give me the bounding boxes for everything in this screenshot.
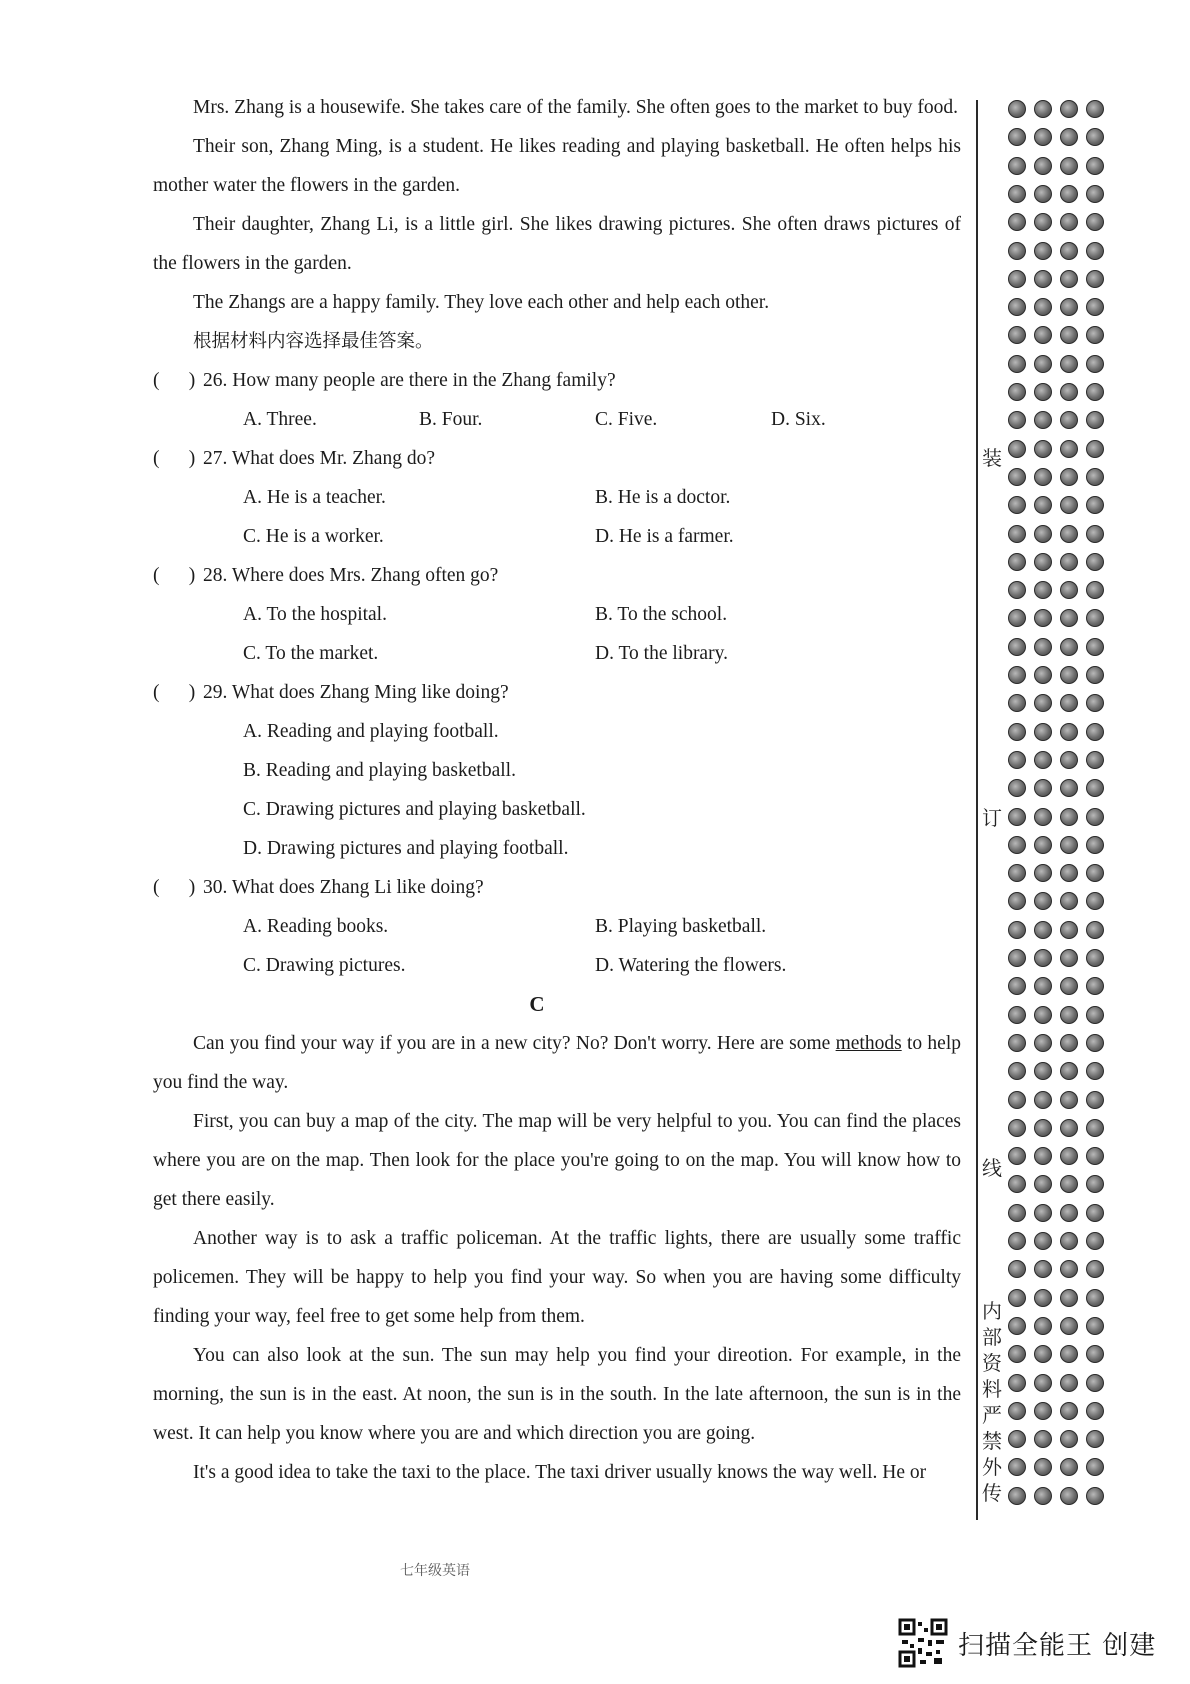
seal-dot [1086,242,1104,260]
seal-dot [1008,383,1026,401]
seal-dot [1008,355,1026,373]
seal-dot [1060,1260,1078,1278]
seal-dot [1060,185,1078,203]
option-a: A. Reading and playing football. [243,721,499,742]
seal-dot [1060,892,1078,910]
seal-dot [1008,1374,1026,1392]
seal-dot [1086,468,1104,486]
seal-dot [1086,270,1104,288]
seal-dot [1086,213,1104,231]
seal-dot [1034,779,1052,797]
seal-dot [1060,270,1078,288]
seal-dot [1008,128,1026,146]
seal-dot [1008,440,1026,458]
question-29 [153,673,961,868]
seal-dot [1086,808,1104,826]
seal-dot [1060,1458,1078,1476]
seal-dot [1008,638,1026,656]
option-b: B. To the school. [595,604,728,625]
seal-dot [1034,892,1052,910]
seal-dot [1060,157,1078,175]
seal-dot [1060,525,1078,543]
seal-dot [1086,1034,1104,1052]
seal-dot [1034,1374,1052,1392]
seal-dot [1034,242,1052,260]
seal-dot [1034,723,1052,741]
answer-blank[interactable]: ( ) [153,682,196,703]
seal-dot [1086,355,1104,373]
seal-dot [1086,1232,1104,1250]
seal-dot [1008,1034,1026,1052]
option-c: C. Five. [595,409,658,430]
seal-dot [1060,1402,1078,1420]
option-a: A. He is a teacher. [243,487,386,508]
seal-dot [1086,553,1104,571]
seal-dot [1060,581,1078,599]
seal-dot [1008,100,1026,118]
seal-dot [1008,751,1026,769]
seal-dot [1060,1204,1078,1222]
seal-dot [1060,638,1078,656]
seal-dot [1086,921,1104,939]
seal-dot [1008,1317,1026,1335]
seal-dot [1034,100,1052,118]
seal-dot [1034,468,1052,486]
seal-dot [1060,411,1078,429]
seal-dot [1034,1147,1052,1165]
seal-dot [1060,723,1078,741]
seal-dot [1034,949,1052,967]
seal-dot [1060,836,1078,854]
seal-dot [1008,836,1026,854]
seal-dot [1086,1006,1104,1024]
option-a: A. Three. [243,409,317,430]
seal-dot [1060,1317,1078,1335]
seal-dot [1008,1175,1026,1193]
seal-dot [1034,666,1052,684]
answer-blank[interactable]: ( ) [153,370,196,391]
seal-dot [1060,326,1078,344]
seal-dot [1008,326,1026,344]
seal-dot [1086,977,1104,995]
seal-dot [1034,326,1052,344]
seal-dot [1034,128,1052,146]
seal-dot [1086,157,1104,175]
page-footer: 七年级英语 [400,1563,470,1579]
seal-dot [1034,1204,1052,1222]
seal-dot [1086,1487,1104,1505]
seal-dot [1034,808,1052,826]
scanner-watermark [898,1618,1156,1668]
seal-dot [1008,270,1026,288]
seal-dot [1008,1232,1026,1250]
passage-paragraph: Can you find your way if you are in a new city? No? Don't worry. Here are some methods to help you find the way. [153,1033,961,1093]
seal-dot [1034,553,1052,571]
seal-dot [1008,581,1026,599]
seal-dot [1060,1289,1078,1307]
seal-dot [1086,1374,1104,1392]
seal-dot [1060,949,1078,967]
seal-dot [1086,1119,1104,1137]
question-27 [153,439,961,556]
seal-dot [1060,751,1078,769]
seal-dot [1086,1204,1104,1222]
seal-dot [1008,977,1026,995]
option-b: B. Reading and playing basketball. [243,760,516,781]
seal-dot [1060,128,1078,146]
seal-dot [1034,1232,1052,1250]
seal-dot [1086,1345,1104,1363]
seal-dot [1086,666,1104,684]
seal-dot [1086,496,1104,514]
seal-dot [1060,1062,1078,1080]
passage-paragraph: Another way is to ask a traffic policeman. At the traffic lights, there are usually some traffic policemen. They will be happy to help you find your way. So when you are having some difficulty finding your way, feel free to get some help from them. [153,1228,961,1327]
seal-dot [1060,355,1078,373]
seal-dot [1034,440,1052,458]
seal-dot [1034,751,1052,769]
seal-dot [1008,213,1026,231]
seal-dot [1008,1289,1026,1307]
option-a: A. Reading books. [243,916,389,937]
seal-dot [1060,666,1078,684]
seal-dot [1034,1317,1052,1335]
seal-dot [1008,1147,1026,1165]
seal-dot [1086,1289,1104,1307]
seal-dot [1060,1345,1078,1363]
seal-dot [1086,1430,1104,1448]
seal-dot [1034,581,1052,599]
seal-dot [1086,723,1104,741]
option-c: C. He is a worker. [243,526,384,547]
seal-dot [1008,921,1026,939]
seal-dot [1060,1119,1078,1137]
internal-material-notice: 内部资料 严禁外传 [982,1299,1002,1505]
seal-dot [1034,694,1052,712]
seal-dot [1034,921,1052,939]
seal-dot [1060,977,1078,995]
seal-dot [1086,1458,1104,1476]
seal-dot [1034,411,1052,429]
question-stem: 30. What does Zhang Li like doing? [203,877,484,898]
question-stem: 26. How many people are there in the Zhang family? [203,370,616,391]
seal-dot [1086,411,1104,429]
seal-dot [1034,864,1052,882]
seal-dot [1060,864,1078,882]
seal-dot [1008,1260,1026,1278]
seal-dot [1008,892,1026,910]
seal-dot [1008,666,1026,684]
seal-dot [1008,694,1026,712]
binding-line [976,100,978,1520]
seal-dot [1034,270,1052,288]
seal-dot [1060,1034,1078,1052]
question-stem: 28. Where does Mrs. Zhang often go? [203,565,499,586]
seal-dot [1060,779,1078,797]
option-d: D. He is a farmer. [595,526,734,547]
seal-dot [1060,1232,1078,1250]
seal-dot [1008,242,1026,260]
seal-dot [1086,836,1104,854]
option-d: D. Watering the flowers. [595,955,787,976]
seal-dot [1008,1487,1026,1505]
seal-dot [1008,723,1026,741]
seal-dot [1034,1091,1052,1109]
seal-dot [1034,496,1052,514]
seal-dot [1034,1458,1052,1476]
seal-dot [1086,609,1104,627]
main-content [153,88,961,1492]
answer-blank[interactable]: ( ) [153,448,196,469]
section-c-title: C [529,992,545,1016]
seal-dot [1008,1458,1026,1476]
seal-dot [1008,1402,1026,1420]
seal-dot [1034,1289,1052,1307]
passage-paragraph: First, you can buy a map of the city. The map will be very helpful to you. You can find the places where you are on the map. Then look for the place you're going to on the map. You will know how to get there easily. [153,1111,961,1210]
option-b: B. He is a doctor. [595,487,731,508]
passage-paragraph: The Zhangs are a happy family. They love each other and help each other. [193,292,770,313]
seal-dot [1086,1062,1104,1080]
seal-dot [1008,1062,1026,1080]
seal-dot [1034,157,1052,175]
seal-dot [1008,496,1026,514]
option-c: C. Drawing pictures and playing basketball. [243,799,586,820]
seal-dot [1034,1402,1052,1420]
question-28 [153,556,961,673]
seal-dot [1060,609,1078,627]
seal-dot [1086,326,1104,344]
seal-dot [1008,525,1026,543]
seal-dot [1086,1147,1104,1165]
passage-paragraph: Their daughter, Zhang Li, is a little girl. She likes drawing pictures. She often draws pictures of the flowers in the garden. [153,214,961,274]
question-stem: 27. What does Mr. Zhang do? [203,448,435,469]
seal-dot [1086,864,1104,882]
seal-dot [1008,1345,1026,1363]
seal-dot [1034,185,1052,203]
option-d: D. To the library. [595,643,728,664]
binding-label-xian: 线 [982,1156,1002,1180]
seal-dot [1086,1317,1104,1335]
option-c: C. To the market. [243,643,379,664]
seal-dot [1060,383,1078,401]
seal-dot [1034,1175,1052,1193]
seal-dot [1060,1430,1078,1448]
seal-dot [1034,383,1052,401]
seal-dot [1060,921,1078,939]
option-c: C. Drawing pictures. [243,955,406,976]
seal-dot [1008,1006,1026,1024]
seal-dot [1060,1487,1078,1505]
seal-dot [1060,440,1078,458]
qr-code-icon [898,1618,948,1668]
seal-dot [1086,185,1104,203]
question-stem: 29. What does Zhang Ming like doing? [203,682,509,703]
option-d: D. Drawing pictures and playing football. [243,838,569,859]
seal-dot [1034,1034,1052,1052]
passage-paragraph: Their son, Zhang Ming, is a student. He likes reading and playing basketball. He often helps his mother water the flowers in the garden. [153,136,961,196]
seal-dot [1008,1091,1026,1109]
seal-dot [1086,892,1104,910]
seal-dot [1060,553,1078,571]
seal-dot [1008,157,1026,175]
option-a: A. To the hospital. [243,604,387,625]
seal-dot [1060,1175,1078,1193]
seal-dot [1060,298,1078,316]
seal-dot [1008,1430,1026,1448]
seal-dot [1034,1430,1052,1448]
seal-dot [1060,1091,1078,1109]
seal-dot [1008,553,1026,571]
seal-dot [1060,100,1078,118]
answer-blank[interactable]: ( ) [153,877,196,898]
seal-dot [1034,1006,1052,1024]
seal-dot [1008,185,1026,203]
seal-dot [1086,1260,1104,1278]
seal-dot [1086,1402,1104,1420]
seal-dot [1034,213,1052,231]
seal-dot [1034,1260,1052,1278]
seal-dot [1060,468,1078,486]
seal-dot [1060,496,1078,514]
seal-dot [1086,779,1104,797]
seal-dot [1086,581,1104,599]
seal-dot [1034,638,1052,656]
seal-dot [1086,440,1104,458]
seal-dot [1008,949,1026,967]
seal-dot [1034,1119,1052,1137]
seal-dot [1060,1147,1078,1165]
option-b: B. Playing basketball. [595,916,767,937]
seal-dot [1086,100,1104,118]
seal-dot [1008,1204,1026,1222]
seal-dot [1034,977,1052,995]
seal-dot [1060,213,1078,231]
seal-dot [1086,694,1104,712]
seal-dot [1060,1374,1078,1392]
seal-dot [1008,864,1026,882]
seal-dot [1060,242,1078,260]
binding-label-ding: 订 [982,806,1002,830]
seal-dot [1034,836,1052,854]
seal-dot [1034,609,1052,627]
underlined-word: methods [835,1033,902,1054]
passage-paragraph: You can also look at the sun. The sun may help you find your direotion. For example, in the morning, the sun is in the east. At noon, the sun is in the south. In the late afternoon, the sun is in the west. It can help you know where you are and which direction you are going. [153,1345,961,1444]
passage-paragraph: Mrs. Zhang is a housewife. She takes care of the family. She often goes to the market to buy food. [193,97,958,118]
seal-dot [1086,525,1104,543]
question-30 [153,868,961,985]
seal-dot [1086,128,1104,146]
seal-dot [1034,298,1052,316]
seal-dot [1034,1345,1052,1363]
seal-dot [1060,1006,1078,1024]
seal-dot [1008,808,1026,826]
seal-dot [1060,694,1078,712]
decorative-seal-pattern [1008,100,1128,1530]
seal-dot [1086,638,1104,656]
watermark-text: 扫描全能王 创建 [958,1630,1157,1661]
seal-dot [1034,525,1052,543]
seal-dot [1034,1062,1052,1080]
answer-blank[interactable]: ( ) [153,565,196,586]
seal-dot [1086,298,1104,316]
question-instruction: 根据材料内容选择最佳答案。 [193,331,434,352]
seal-dot [1008,609,1026,627]
seal-dot [1008,468,1026,486]
option-b: B. Four. [419,409,483,430]
seal-dot [1008,298,1026,316]
seal-dot [1086,949,1104,967]
seal-dot [1086,383,1104,401]
seal-dot [1086,1091,1104,1109]
seal-dot [1086,1175,1104,1193]
seal-dot [1034,1487,1052,1505]
binding-label-zhuang: 装 [982,446,1002,470]
seal-dot [1008,411,1026,429]
passage-paragraph: It's a good idea to take the taxi to the place. The taxi driver usually knows the way well. He or [193,1462,927,1483]
option-d: D. Six. [771,409,826,430]
seal-dot [1008,1119,1026,1137]
seal-dot [1034,355,1052,373]
seal-dot [1060,808,1078,826]
seal-dot [1008,779,1026,797]
question-26 [153,361,961,439]
seal-dot [1086,751,1104,769]
